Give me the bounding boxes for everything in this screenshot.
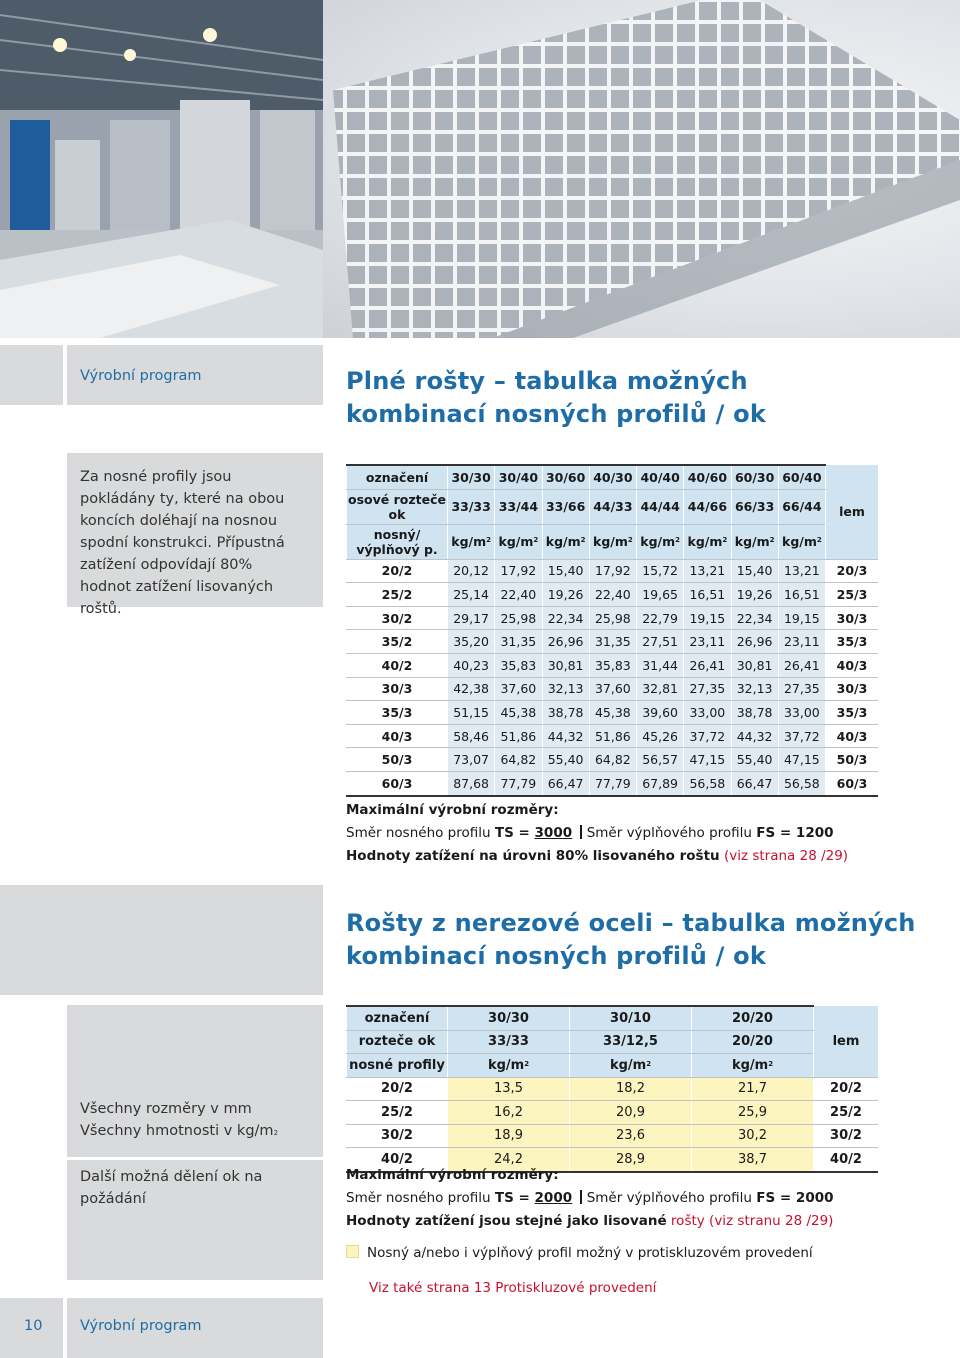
page-number: 10	[24, 1318, 43, 1334]
t1-row-label: 60/3	[347, 771, 448, 795]
t2-row-lem: 20/2	[814, 1077, 879, 1101]
notes2	[346, 1164, 946, 1233]
t2-unit-sup: 2	[646, 1059, 652, 1068]
t1-cell: 39,60	[637, 701, 684, 725]
t1-cell: 19,65	[637, 583, 684, 607]
t1-cell: 64,82	[495, 748, 542, 772]
t1-cell: 26,41	[778, 653, 825, 677]
section2-title-line2: kombinací nosných profilů / ok	[346, 942, 766, 970]
t1-cell: 35,83	[495, 653, 542, 677]
t1-cell: 32,13	[542, 677, 589, 701]
notes1-ts-prefix: Směr nosného profilu	[346, 825, 495, 841]
t1-cell: 27,35	[778, 677, 825, 701]
t1-cell: 56,57	[637, 748, 684, 772]
t1-cell: 66,47	[731, 771, 778, 795]
t1-cell: 51,86	[589, 724, 636, 748]
t1-cell: 13,21	[684, 559, 731, 583]
t2-cell: 18,9	[448, 1124, 570, 1148]
t1-cell: 22,34	[542, 606, 589, 630]
t2-h-unit	[692, 1054, 814, 1078]
t1-cell: 32,81	[637, 677, 684, 701]
t1-h-unit	[637, 524, 684, 559]
t1-cell: 66,47	[542, 771, 589, 795]
t1-cell: 20,12	[448, 559, 495, 583]
t1-cell: 31,35	[589, 630, 636, 654]
t1-row-lem: 30/3	[826, 606, 879, 630]
notes1-max-title	[346, 799, 946, 822]
t2-unit: kg/m	[487, 1057, 525, 1073]
warehouse-illustration	[0, 0, 323, 338]
t1-unit-sup: 2	[722, 536, 728, 545]
t1-row-label: 35/3	[347, 701, 448, 725]
t2-row	[347, 1124, 879, 1148]
notes1-ts-value: 3000	[534, 825, 573, 841]
t1-cell: 26,96	[731, 630, 778, 654]
t2-label-designation: označení	[347, 1006, 448, 1030]
t2-row	[347, 1101, 879, 1125]
t1-h-spacing: 44/44	[637, 489, 684, 524]
t1-cell: 51,15	[448, 701, 495, 725]
section1-title-line2: kombinací nosných profilů / ok	[346, 400, 766, 428]
t1-label-designation: označení	[347, 465, 448, 489]
t2-h-unit	[448, 1054, 570, 1078]
table1	[346, 464, 878, 797]
t1-cell: 30,81	[731, 653, 778, 677]
t2-row	[347, 1077, 879, 1101]
notes1-load	[346, 845, 946, 868]
t1-cell: 27,51	[637, 630, 684, 654]
notes1-dimensions	[346, 822, 946, 845]
t1-cell: 44,32	[542, 724, 589, 748]
t2-row-lem: 40/2	[814, 1148, 879, 1172]
t1-unit-sup: 2	[580, 536, 586, 545]
t2-lem-header: lem	[814, 1006, 879, 1077]
t1-cell: 13,21	[778, 559, 825, 583]
t1-h-unit	[731, 524, 778, 559]
t1-cell: 22,40	[495, 583, 542, 607]
t1-cell: 19,26	[542, 583, 589, 607]
t1-unit-sup: 2	[627, 536, 633, 545]
t2-row-label: 30/2	[347, 1124, 448, 1148]
t1-h-designation: 30/60	[542, 465, 589, 489]
t1-cell: 25,14	[448, 583, 495, 607]
t1-row-lem: 50/3	[826, 748, 879, 772]
extra-text: Další možná dělení ok na požádání	[80, 1169, 263, 1207]
section2-title-line1: Rošty z nerezové oceli – tabulka možných	[346, 909, 916, 937]
notes2-ts-label: TS =	[494, 1190, 535, 1206]
t1-unit: kg/m	[687, 534, 723, 550]
t1-h-unit	[684, 524, 731, 559]
t2-h-spacing: 20/20	[692, 1030, 814, 1054]
t1-unit: kg/m	[782, 534, 817, 550]
t1-cell: 33,00	[684, 701, 731, 725]
t1-label-spacing: osové rozteče ok	[347, 489, 448, 524]
notes2-load	[346, 1210, 946, 1233]
t1-row	[347, 677, 879, 701]
legend-swatch	[346, 1245, 359, 1258]
t1-row-lem: 20/3	[826, 559, 879, 583]
t1-cell: 56,58	[778, 771, 825, 795]
t2-unit-sup: 2	[524, 1059, 530, 1068]
t1-cell: 42,38	[448, 677, 495, 701]
t1-cell: 17,92	[495, 559, 542, 583]
t1-h-designation: 40/40	[637, 465, 684, 489]
t1-h-unit	[589, 524, 636, 559]
t1-cell: 35,83	[589, 653, 636, 677]
t1-cell: 56,58	[684, 771, 731, 795]
dims-line-mm: Všechny rozměry v mm	[80, 1101, 252, 1117]
section1-title-line1: Plné rošty – tabulka možných	[346, 367, 748, 395]
t1-cell: 26,96	[542, 630, 589, 654]
t1-cell: 17,92	[589, 559, 636, 583]
notes2-dimensions	[346, 1187, 946, 1210]
dims-line-kg	[80, 1120, 305, 1142]
section-label: Výrobní program	[80, 368, 202, 384]
t1-cell: 15,40	[731, 559, 778, 583]
t1-row	[347, 701, 879, 725]
section2-title	[346, 907, 946, 973]
t1-cell: 51,86	[495, 724, 542, 748]
t1-cell: 47,15	[778, 748, 825, 772]
t2-cell: 30,2	[692, 1124, 814, 1148]
t1-cell: 40,23	[448, 653, 495, 677]
t1-unit: kg/m	[498, 534, 534, 550]
t1-row-label: 40/3	[347, 724, 448, 748]
t2-cell: 16,2	[448, 1101, 570, 1125]
t1-cell: 38,78	[731, 701, 778, 725]
dims-kg-text: Všechny hmotnosti v kg/m	[80, 1123, 274, 1139]
t1-row-lem: 60/3	[826, 771, 879, 795]
t2-cell: 21,7	[692, 1077, 814, 1101]
t1-row-label: 20/2	[347, 559, 448, 583]
t1-unit-sup: 2	[675, 536, 680, 545]
t1-cell: 15,72	[637, 559, 684, 583]
notes2-fs-prefix: Směr výplňového profilu	[582, 1190, 757, 1206]
notes1-load-ref: (viz strana 28 /29)	[719, 848, 849, 864]
footer-section-label: Výrobní program	[80, 1318, 202, 1334]
t1-cell: 87,68	[448, 771, 495, 795]
t1-row-lem: 30/3	[826, 677, 879, 701]
t1-row-lem: 40/3	[826, 653, 879, 677]
notes1-fs-label: FS = 1200	[756, 825, 834, 841]
t1-cell: 19,15	[684, 606, 731, 630]
notes2-load-text: Hodnoty zatížení jsou stejné jako lisované	[346, 1213, 667, 1229]
t2-h-designation: 20/20	[692, 1006, 814, 1030]
grating-illustration	[323, 0, 960, 338]
t2-unit-sup: 2	[768, 1059, 774, 1068]
t2-row-label: 20/2	[347, 1077, 448, 1101]
warehouse-photo	[0, 0, 323, 338]
t1-row-label: 35/2	[347, 630, 448, 654]
t1-unit-sup: 2	[816, 536, 822, 545]
t1-cell: 25,98	[495, 606, 542, 630]
t1-unit-sup: 2	[486, 536, 491, 545]
t1-h-unit	[448, 524, 495, 559]
t1-cell: 77,79	[589, 771, 636, 795]
t1-cell: 31,44	[637, 653, 684, 677]
t1-cell: 37,60	[495, 677, 542, 701]
t1-cell: 45,38	[495, 701, 542, 725]
t1-cell: 15,40	[542, 559, 589, 583]
t1-cell: 64,82	[589, 748, 636, 772]
sidebar-spacer-block	[0, 885, 323, 995]
t1-h-unit	[542, 524, 589, 559]
t2-cell: 20,9	[570, 1101, 692, 1125]
table2-wrapper	[346, 1005, 878, 1173]
t1-cell: 58,46	[448, 724, 495, 748]
table2-body	[347, 1077, 879, 1172]
t2-cell: 24,2	[448, 1148, 570, 1172]
t1-cell: 37,72	[684, 724, 731, 748]
section1-title	[346, 365, 946, 431]
t2-cell: 23,6	[570, 1124, 692, 1148]
t2-cell: 25,9	[692, 1101, 814, 1125]
t1-row	[347, 583, 879, 607]
t1-row-lem: 35/3	[826, 630, 879, 654]
t1-cell: 73,07	[448, 748, 495, 772]
notes2-load-ref: rošty (viz stranu 28 /29)	[666, 1213, 834, 1229]
t2-unit: kg/m	[609, 1057, 647, 1073]
t1-cell: 23,11	[778, 630, 825, 654]
t2-h-spacing: 33/12,5	[570, 1030, 692, 1054]
t1-row	[347, 606, 879, 630]
t1-cell: 22,79	[637, 606, 684, 630]
t2-row-lem: 25/2	[814, 1101, 879, 1125]
t2-label-spacing: rozteče ok	[347, 1030, 448, 1054]
t1-cell: 37,60	[589, 677, 636, 701]
t1-cell: 45,26	[637, 724, 684, 748]
t2-cell: 28,9	[570, 1148, 692, 1172]
t1-cell: 26,41	[684, 653, 731, 677]
t1-cell: 16,51	[778, 583, 825, 607]
t1-row	[347, 559, 879, 583]
t1-cell: 22,34	[731, 606, 778, 630]
intro-text: Za nosné profily jsou pokládány ty, které na obou koncích doléhají na nosnou spodní konstrukci. Přípustná zatížení odpovídají 80% hodnot zatížení lisovaných roštů.	[80, 469, 285, 617]
t1-h-unit	[778, 524, 825, 559]
notes1-fs-prefix: Směr výplňového profilu	[582, 825, 757, 841]
t1-row	[347, 630, 879, 654]
t1-h-designation: 40/30	[589, 465, 636, 489]
t1-row-lem: 40/3	[826, 724, 879, 748]
t1-unit: kg/m	[640, 534, 676, 550]
t1-cell: 44,32	[731, 724, 778, 748]
t1-h-designation: 40/60	[684, 465, 731, 489]
t1-row-label: 50/3	[347, 748, 448, 772]
t1-cell: 27,35	[684, 677, 731, 701]
t1-row	[347, 653, 879, 677]
sidebar-header-block	[0, 345, 63, 405]
t1-row-lem: 35/3	[826, 701, 879, 725]
t1-h-unit	[495, 524, 542, 559]
t2-label-profile: nosné profily	[347, 1054, 448, 1078]
notes2-max-title	[346, 1164, 946, 1187]
t2-row-lem: 30/2	[814, 1124, 879, 1148]
t1-unit: kg/m	[451, 534, 487, 550]
t1-cell: 32,13	[731, 677, 778, 701]
t1-h-designation: 30/40	[495, 465, 542, 489]
t2-row-label: 25/2	[347, 1101, 448, 1125]
t2-h-designation: 30/10	[570, 1006, 692, 1030]
t1-h-spacing: 66/33	[731, 489, 778, 524]
grating-photo	[323, 0, 960, 338]
table2	[346, 1005, 878, 1173]
table1-body	[347, 559, 879, 795]
t1-h-spacing: 44/33	[589, 489, 636, 524]
t1-cell: 67,89	[637, 771, 684, 795]
t1-cell: 19,26	[731, 583, 778, 607]
dims-text	[80, 1098, 305, 1142]
t2-h-designation: 30/30	[448, 1006, 570, 1030]
t1-cell: 22,40	[589, 583, 636, 607]
t1-row-label: 30/3	[347, 677, 448, 701]
t1-row-lem: 25/3	[826, 583, 879, 607]
t1-h-spacing: 33/44	[495, 489, 542, 524]
t1-unit-sup: 2	[769, 536, 775, 545]
dims-kg-sup: 2	[273, 1129, 279, 1137]
t1-cell: 77,79	[495, 771, 542, 795]
t1-row-label: 25/2	[347, 583, 448, 607]
t1-h-spacing: 66/44	[778, 489, 825, 524]
t1-cell: 25,98	[589, 606, 636, 630]
t1-cell: 29,17	[448, 606, 495, 630]
see-also-link[interactable]: Viz také strana 13 Protiskluzové provedení	[369, 1280, 657, 1296]
t1-label-profile: nosný/ výplňový p.	[347, 524, 448, 559]
t2-cell: 38,7	[692, 1148, 814, 1172]
notes2-fs-label: FS = 2000	[756, 1190, 834, 1206]
notes1	[346, 799, 946, 868]
notes1-load-text: Hodnoty zatížení na úrovni 80% lisovaného roštu	[346, 848, 720, 864]
notes2-ts-value: 2000	[534, 1190, 573, 1206]
t2-h-spacing: 33/33	[448, 1030, 570, 1054]
t1-h-spacing: 33/66	[542, 489, 589, 524]
t1-cell: 31,35	[495, 630, 542, 654]
t1-row	[347, 748, 879, 772]
t1-unit: kg/m	[545, 534, 581, 550]
t1-unit-sup: 2	[533, 536, 539, 545]
t1-cell: 38,78	[542, 701, 589, 725]
t1-cell: 55,40	[731, 748, 778, 772]
notes2-max-title-text: Maximální výrobní rozměry:	[346, 1167, 559, 1183]
legend-text: Nosný a/nebo i výplňový profil možný v protiskluzovém provedení	[367, 1245, 813, 1261]
t1-cell: 37,72	[778, 724, 825, 748]
t1-row	[347, 771, 879, 795]
t1-cell: 45,38	[589, 701, 636, 725]
t1-h-designation: 30/30	[448, 465, 495, 489]
t1-cell: 55,40	[542, 748, 589, 772]
t1-lem-header: lem	[826, 465, 879, 559]
t1-row-label: 40/2	[347, 653, 448, 677]
t2-row-label: 40/2	[347, 1148, 448, 1172]
t1-cell: 19,15	[778, 606, 825, 630]
t2-h-unit	[570, 1054, 692, 1078]
t1-unit: kg/m	[734, 534, 770, 550]
t1-unit: kg/m	[593, 534, 628, 550]
t1-cell: 35,20	[448, 630, 495, 654]
notes1-ts-label: TS =	[494, 825, 535, 841]
t1-cell: 33,00	[778, 701, 825, 725]
t2-unit: kg/m	[731, 1057, 769, 1073]
t2-cell: 18,2	[570, 1077, 692, 1101]
t1-row	[347, 724, 879, 748]
t1-cell: 23,11	[684, 630, 731, 654]
notes2-ts-prefix: Směr nosného profilu	[346, 1190, 495, 1206]
t1-h-designation: 60/30	[731, 465, 778, 489]
t1-h-designation: 60/40	[778, 465, 825, 489]
t2-cell: 13,5	[448, 1077, 570, 1101]
t1-h-spacing: 44/66	[684, 489, 731, 524]
t1-h-spacing: 33/33	[448, 489, 495, 524]
legend	[346, 1242, 946, 1265]
table1-wrapper	[346, 464, 878, 797]
t1-cell: 47,15	[684, 748, 731, 772]
t1-cell: 30,81	[542, 653, 589, 677]
notes1-max-title-text: Maximální výrobní rozměry:	[346, 802, 559, 818]
t1-row-label: 30/2	[347, 606, 448, 630]
t1-cell: 16,51	[684, 583, 731, 607]
